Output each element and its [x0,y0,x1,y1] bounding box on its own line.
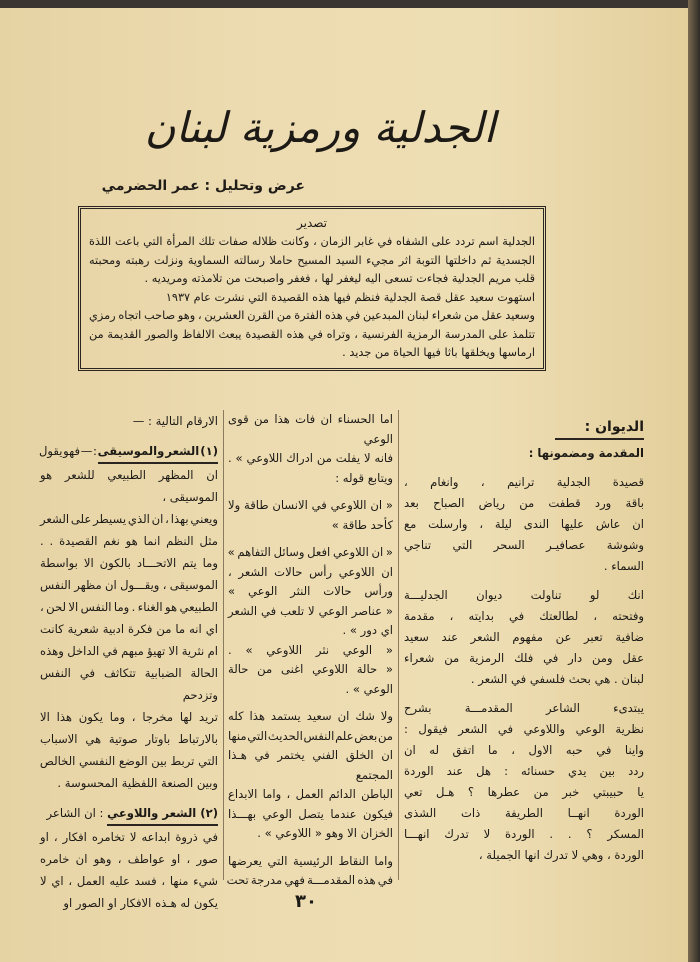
paragraph-gap [404,690,644,698]
text-line: « ان اللاوعي في الانسان طاقة ولا [228,498,393,512]
paragraph-gap [228,699,393,707]
text-line: ويعني بهذا ، ان الذي يسيطر على الشعر [40,512,218,526]
text-line: « عناصر الوعي لا تلعب في الشعر [228,603,393,618]
intro-heading: تصدير [296,216,327,230]
text-line: الموسيقى ، ويقـــول ان مظهر النفس [40,578,218,592]
section-2-title: (٢) الشعر واللاوعي [107,802,218,826]
text-line: مثل النظم انما هو نغم القصيدة . . [40,534,218,548]
left-intro-line: الارقام التالية : — [132,414,218,428]
subheading-intro: المقدمة ومضمونها : [528,446,644,460]
text-line: في ذروة ابداعه لا تخامره افكار ، او [40,830,218,844]
text-line: ضافية تعبر عن مفهوم الشعر عند سعيد [404,630,644,644]
text-line: تتلمذ على المدرسة الرمزية الفرنسية ، وتراه في هذه القصيدة يبعث الالفاظ والصور القديمة من [89,327,535,341]
section-2-text [40,826,218,914]
text-line: شيء منها ، فسد عليه العمل ، اي لا [40,874,218,888]
text-line: ام نثرية الا تهيؤ مبهم في الداخل وهذه [40,644,218,658]
section-1-title: (١) الشعر والموسيقى [98,440,218,464]
paragraph-gap [228,844,393,852]
text-line: استهوت سعيد عقل قصة الجدلية فنظم فيها هذه القصيدة التي نشرت عام ١٩٣٧ [165,290,535,304]
text-line: ورأس حالات النثر الوعي » [228,584,393,598]
column-divider [398,410,399,880]
text-line: السماء . [603,559,644,573]
text-line: عقل ومن دار في فلك الرمزية من شعراء [404,651,644,665]
text-line: وما يتم الاتحـــاد بالكون الا بواسطة [40,556,218,570]
text-line: وشوشة عصافيـر السحر التي تناجي [404,538,644,552]
page-edge-shadow [688,0,700,962]
text-line: انك لو تناولت ديوان الجدليـــة [404,588,644,602]
diwan-heading: الديوان : [555,416,644,440]
text-line: يبتدىء الشاعر المقدمـــة بشرح [404,701,644,715]
text-line: الوردة انهــا الطريفة ذات الشذى [404,806,644,820]
text-line: يا حبيبتي خبر من عطرها ؟ هـل تعي [404,785,644,799]
intro-box [78,206,546,371]
text-line: الوردة ، وهي لا تدرك انها الجميلة ، [478,848,644,862]
paragraph-gap [228,488,393,496]
text-line: الحالة الضبابية تتكاثف في النفس وتزدحم [40,666,218,702]
text-line: « الوعي نثر اللاوعي » . [228,642,393,657]
text-line: اي انه ما من فكرة ادبية شعرية كانت [40,622,218,636]
text-line: اي دور » . [342,623,393,637]
text-line: اما الحسناء ان فات هذا من قوى الوعي [228,412,393,446]
middle-text [228,410,393,891]
text-line: ولا شك ان سعيد يستمد هذا كله [228,709,393,723]
text-line: واينا في حبه الاول ، ما اتفق له ان [404,743,644,757]
text-line: ان الخلق الفني يختمر في هـذا المجتمع [228,748,393,782]
text-line: ويتابع قوله : [335,470,393,485]
text-line: « حالة اللاوعي اغنى من حالة الوعي » . [228,662,393,696]
text-line: الجدلية اسم تردد على الشفاه في غابر الزمان ، وكانت ظلاله صفات تلك المرأة التي باعت اللذة [89,235,535,248]
text-line: نظرية الوعي واللاوعي في الشعر فيقول : [404,722,644,736]
text-line: فيكون عندما يتصل الوعي بهـــذا [228,806,393,821]
text-line: المسكر ؟ . . الوردة لا تدرك انهـــا [404,827,644,841]
text-line: الخزان الا وهو « اللاوعي » . [257,826,393,840]
text-line: صور ، او عواطف ، وهو ان خامره [40,852,218,866]
section-1-heading [40,440,218,464]
text-line: لبنان . هي بحث فلسفي في الشعر . [470,672,644,686]
right-text [404,472,644,866]
text-line: ارماسها ويخلقها باثا فيها الحياة من جديد . [342,346,535,359]
text-line: يكون له هـذه الافكار او الصور او [63,896,218,910]
section-1-text [40,464,218,794]
paragraph-gap [228,535,393,543]
text-line: ان اللاوعي رأس حالات الشعر ، [228,564,393,579]
text-line: باقة ورد قطفت من رياض الصباح بعد [404,496,644,510]
column-right [404,416,644,866]
text-line: كأحد طاقة » [331,517,393,532]
text-line: وبين الصنعة اللفظية المحسوسة . [57,776,218,790]
column-left [40,410,218,914]
column-middle [228,410,393,891]
text-line: الباطن الدائم العمل ، واما الابداع [228,787,393,801]
text-line: الطبيعي هو الغناء . وما النفس الا لحن ، [40,600,218,614]
text-line: ان المظهر الطبيعي للشعر هو الموسيقى ، [40,468,218,504]
page-number: ٣٠ [295,891,317,912]
text-line: فانه لا يفلت من ادراك اللاوعي » . [228,451,393,465]
text-line: بالارتباط باوتار صوتية هي الاسباب [40,732,218,746]
text-line: ردد بين يدي حسنائه : هل عند الوردة [404,764,644,778]
text-line: من بعض علم النفس الحديث التي منها [228,728,393,743]
text-line: وفتحته ، لطالعتك في بدايته ، مقدمة [404,609,644,623]
section-heading-diwan [404,416,644,440]
text-line: قصيدة الجدلية ترانيم ، وانغام ، [404,475,644,489]
section-1-lead: : — فهو يقول [38,444,98,458]
text-line: ان عاش عليها الندى ليلة ، وارسلت مع [404,517,644,531]
text-line: التي تربط بين الوضع النفسي الخالص [39,754,218,768]
paragraph-gap [404,577,644,585]
text-line: قلب مريم الجدلية فجاءت تسعى اليه ليغفر لها ، فغفر واصبحت من تلامذته ومريديه . [144,272,535,285]
text-line: تريد لها مخرجا ، وما يكون هذا الا [40,710,218,724]
section-2-heading [40,802,218,826]
column-divider [223,410,224,880]
text-line: وسعيد عقل من شعراء لبنان المبدعين في هذه الفترة من القرن العشرين ، وهو صاحب اتجاه رمزي [89,309,535,322]
text-line: في هذه المقدمـــة فهي مدرجة تحت [226,873,393,887]
section-2-lead: : ان الشاعر [46,806,108,820]
text-line: « ان اللاوعي افعل وسائل التفاهم » [227,545,393,559]
byline: عرض وتحليل : عمر الحضرمي [101,178,305,194]
text-line: الجسدية ثم داخلتها التوبة اثر مجيء السيد المسيح حاملا رسالته السماوية ونزلت رهبته ومحبته [89,253,535,267]
intro-text [89,233,535,363]
article-title: الجدلية ورمزية لبنان [144,103,496,152]
text-line: واما النقاط الرئيسية التي يعرضها [228,853,393,868]
